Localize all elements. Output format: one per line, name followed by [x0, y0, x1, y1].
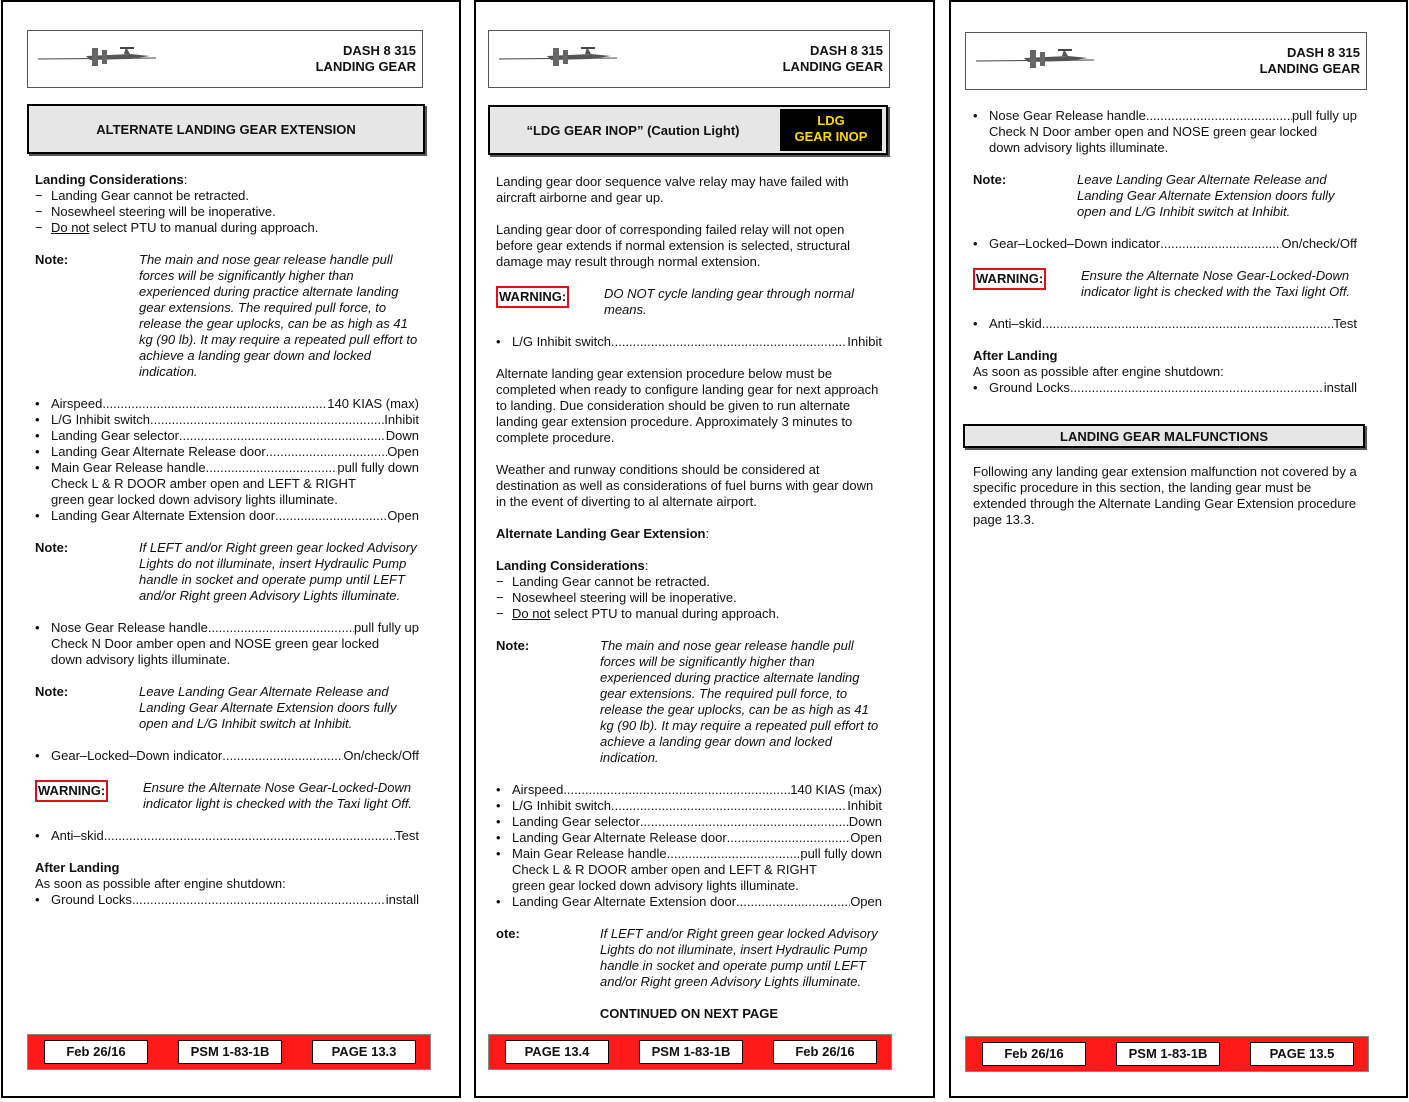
malfunctions-title: LANDING GEAR MALFUNCTIONS — [1060, 429, 1268, 444]
step-nose-gear-release: • Nose Gear Release handle ..... pull fully up — [35, 620, 419, 636]
alt-ext-title: Alternate Landing Gear Extension — [496, 526, 706, 541]
note-pull-forces: Note: The main and nose gear release handle pull forces will be significantly higher than experienced during practice alternate landing gear extensions. The required pull force, to release the gear uplocks, can be as high as 41 kg (90 lb). It may require a repeated pull effort to achieve a landing gear down and locked indication. — [35, 252, 418, 379]
footer-doc-id: PSM 1-83-1B — [639, 1040, 743, 1064]
step-gear-selector: • Landing Gear selector ..... Down — [35, 428, 419, 444]
step-gear-locked-down: • Gear–Locked–Down indicator ..... On/check/Off — [35, 748, 419, 764]
main-gear-check: Check L & R DOOR amber open and LEFT & RIGHT — [51, 476, 356, 491]
footer-doc-id: PSM 1-83-1B — [178, 1040, 282, 1064]
note-hydraulic-pump: Note: If LEFT and/or Right green gear locked Advisory Lights do not illuminate, insert Hydraulic Pump handle in socket and operate pump until LEFT and/or Right green Advisory Lights illuminate. — [35, 540, 417, 603]
step-gear-selector: • Landing Gear selector ..... Down — [496, 814, 882, 830]
caution-light-annunciator: LDG GEAR INOP — [780, 109, 882, 151]
page-13-4 — [474, 0, 935, 1098]
header-aircraft: DASH 8 315 — [343, 43, 416, 58]
page-13-5 — [949, 0, 1408, 1098]
page-body — [973, 108, 1357, 396]
continued-on-next-page: CONTINUED ON NEXT PAGE — [599, 1006, 779, 1021]
after-landing-text: As soon as possible after engine shutdown: — [973, 364, 1224, 379]
header-section: LANDING GEAR — [1259, 61, 1360, 76]
after-landing-title: After Landing — [35, 860, 120, 875]
nose-gear-check: Check N Door amber open and NOSE green gear locked — [51, 636, 380, 651]
section-title: ALTERNATE LANDING GEAR EXTENSION — [96, 122, 356, 137]
page-header — [27, 30, 423, 88]
warning-label: WARNING: — [496, 286, 569, 308]
footer-date: Feb 26/16 — [773, 1040, 877, 1064]
warning-cycle-gear: WARNING: DO NOT cycle landing gear through normal means. — [496, 286, 882, 318]
main-gear-check: green gear locked down advisory lights illuminate. — [512, 878, 799, 893]
step-airspeed: • Airspeed ..... 140 KIAS (max) — [496, 782, 882, 798]
after-landing-title: After Landing — [973, 348, 1058, 363]
header-section: LANDING GEAR — [315, 59, 416, 74]
warning-nose-gear: WARNING: Ensure the Alternate Nose Gear-Locked-Down indicator light is checked with the Taxi light Off. — [35, 780, 419, 812]
landing-considerations-title: Landing Considerations — [496, 558, 645, 573]
page-footer — [488, 1034, 892, 1070]
step-anti-skid: • Anti–skid ..... Test — [973, 316, 1357, 332]
consideration-item: − Nosewheel steering will be inoperative. — [35, 204, 419, 220]
main-gear-check: green gear locked down advisory lights illuminate. — [51, 492, 338, 507]
paragraph: Alternate landing gear extension procedure below must be completed when ready to configure landing gear for next approach to landing. Due consideration should be given to run alternate landing gear extension procedure. Approximately 3 minutes to complete procedure. — [496, 366, 879, 445]
step-alt-release-door: • Landing Gear Alternate Release door ..... Open — [35, 444, 419, 460]
footer-doc-id: PSM 1-83-1B — [1116, 1042, 1220, 1066]
page-13-3 — [1, 0, 461, 1098]
step-lg-inhibit: • L/G Inhibit switch ..... Inhibit — [35, 412, 419, 428]
step-nose-gear-release: • Nose Gear Release handle ..... pull fully up — [973, 108, 1357, 124]
step-main-gear-release: • Main Gear Release handle ..... pull fully down — [496, 846, 882, 862]
note-hydraulic-pump: ote: If LEFT and/or Right green gear locked Advisory Lights do not illuminate, insert Hydraulic Pump handle in socket and operate pump until LEFT and/or Right green Advisory Lights illuminate. — [496, 926, 878, 989]
footer-date: Feb 26/16 — [982, 1042, 1086, 1066]
step-gear-locked-down: • Gear–Locked–Down indicator ..... On/check/Off — [973, 236, 1357, 252]
page-body: Landing Considerations: − Landing Gear cannot be retracted. − Nosewheel steering will be inoperative. − Do not select PTU to manual during approach. Note: The main and nose gear release handle pull forces will be significantly higher than experienced during practice alternate landing gear extensions. The required pull force, to release the gear uplocks, can be as high as 41 kg (90 lb). It may require a repeated pull effort to achieve a landing gear down and locked indication. • Airspeed ..... 140 KIAS (max) • L/G Inhibit switch ..... Inhibit • Landing Gear selector ..... Down • Landing Gear Alternate Release door ..... Open • Main Gear Release handle ..... pull fully down Check L & R DOOR amber open and LEFT & RIGHT green gear locked down advisory lights illuminate. • Landing Gear Alternate Extension door ..... Open Note: If LEFT and/or Right green gear locked Advisory Lights do not illuminate, insert Hydraulic Pump handle in socket and operate pump until LEFT and/or Right green Advisory Lights illuminate. • Nose Gear Release handle ..... pull fully up Check N Door amber open and NOSE green gear locked down advisory lights illuminate. Note: Leave Landing Gear Alternate Release and Landing Gear Alternate Extension doors fully open and L/G Inhibit switch at Inhibit. • Gear–Locked–Down indicator ..... On/check/Off WARNING: Ensure the Alternate Nose Gear-Locked-Down indicator light is checked with the Taxi light Off. • Anti–skid ..... Test After Landing As soon as possible after engine shutdown: • Ground Locks ..... install — [35, 172, 419, 908]
step-lg-inhibit: • L/G Inhibit switch ..... Inhibit — [496, 798, 882, 814]
malfunctions-title-box — [963, 424, 1365, 448]
footer-page-number: PAGE 13.5 — [1250, 1042, 1354, 1066]
malfunctions-body — [973, 464, 1357, 544]
warning-label: WARNING: — [973, 268, 1046, 290]
section-title: “LDG GEAR INOP” (Caution Light) — [526, 123, 740, 138]
header-aircraft: DASH 8 315 — [810, 43, 883, 58]
footer-date: Feb 26/16 — [44, 1040, 148, 1064]
header-section: LANDING GEAR — [782, 59, 883, 74]
consideration-item: − Do not select PTU to manual during approach. — [35, 220, 419, 236]
page-header — [965, 32, 1367, 90]
note-leave-doors-open: Note: Leave Landing Gear Alternate Release and Landing Gear Alternate Extension doors fully open and L/G Inhibit switch at Inhibit. — [35, 684, 397, 731]
warning-label: WARNING: — [35, 780, 108, 802]
page-footer — [27, 1034, 431, 1070]
step-alt-ext-door: • Landing Gear Alternate Extension door ..... Open — [35, 508, 419, 524]
paragraph: Landing gear door of corresponding failed relay will not open before gear extends if normal extension is selected, structural damage may result through normal extension. — [496, 222, 851, 269]
section-title-box — [27, 104, 425, 154]
aircraft-icon — [499, 45, 619, 73]
step-alt-ext-door: • Landing Gear Alternate Extension door ..... Open — [496, 894, 882, 910]
after-landing-text: As soon as possible after engine shutdown: — [35, 876, 286, 891]
warning-nose-gear: WARNING: Ensure the Alternate Nose Gear-Locked-Down indicator light is checked with the Taxi light Off. — [973, 268, 1357, 300]
nose-gear-check: down advisory lights illuminate. — [989, 140, 1169, 155]
nose-gear-check: down advisory lights illuminate. — [51, 652, 231, 667]
aircraft-icon — [976, 47, 1096, 75]
main-gear-check: Check L & R DOOR amber open and LEFT & RIGHT — [512, 862, 817, 877]
nose-gear-check: Check N Door amber open and NOSE green gear locked — [989, 124, 1318, 139]
aircraft-icon — [38, 45, 158, 73]
step-anti-skid: • Anti–skid ..... Test — [35, 828, 419, 844]
landing-considerations-title: Landing Considerations — [35, 172, 184, 187]
footer-page-number: PAGE 13.3 — [312, 1040, 416, 1064]
header-aircraft: DASH 8 315 — [1287, 45, 1360, 60]
consideration-item: − Landing Gear cannot be retracted. — [496, 574, 882, 590]
paragraph: Following any landing gear extension malfunction not covered by a specific procedure in this section, the landing gear must be extended through the Alternate Landing Gear Extension procedure page 13.3. — [973, 464, 1357, 527]
page-header — [488, 30, 890, 88]
step-lg-inhibit: • L/G Inhibit switch ..... Inhibit — [496, 334, 882, 350]
step-airspeed: • Airspeed ..... 140 KIAS (max) — [35, 396, 419, 412]
step-alt-release-door: • Landing Gear Alternate Release door ..... Open — [496, 830, 882, 846]
step-ground-locks: • Ground Locks ..... install — [973, 380, 1357, 396]
paragraph: Weather and runway conditions should be considered at destination as well as considerations of fuel burns with gear down in the event of diverting to al alternate airport. — [496, 462, 874, 509]
section-title-box — [488, 105, 888, 155]
footer-page-number: PAGE 13.4 — [505, 1040, 609, 1064]
note-pull-forces: Note: The main and nose gear release handle pull forces will be significantly higher than experienced during practice alternate landing gear extensions. The required pull force, to release the gear uplocks, can be as high as 41 kg (90 lb). It may require a repeated pull effort to achieve a landing gear down and locked indication. — [496, 638, 879, 765]
step-main-gear-release: • Main Gear Release handle ..... pull fully down — [35, 460, 419, 476]
consideration-item: − Do not select PTU to manual during approach. — [496, 606, 882, 622]
page-body: Landing gear door sequence valve relay may have failed with aircraft airborne and gear up. Landing gear door of corresponding failed relay will not open before gear extends if normal extension is selected, structural damage may result through normal extension. WARNING: DO NOT cycle landing gear through normal means. • L/G Inhibit switch ..... Inhibit Alternate landing gear extension procedure below must be completed when ready to configure landing gear for next approach to landing. Due consideration should be given to run alternate landing gear extension procedure. Approximately 3 minutes to complete procedure. Weather and runway conditions should be considered at destination as well as considerations of fuel burns with gear down in the event of diverting to al alternate airport. Alternate Landing Gear Extension: Landing Considerations: − Landing Gear cannot be retracted. − Nosewheel steering will be inoperative. − Do not select PTU to manual during approach. Note: The main and nose gear release handle pull forces will be significantly higher than experienced during practice alternate landing gear extensions. The required pull force, to release the gear uplocks, can be as high as 41 kg (90 lb). It may require a repeated pull effort to achieve a landing gear down and locked indication. • Airspeed ..... 140 KIAS (max) • L/G Inhibit switch ..... Inhibit • Landing Gear selector ..... Down • Landing Gear Alternate Release door ..... Open • Main Gear Release handle ..... pull fully down Check L & R DOOR amber open and LEFT & RIGHT green gear locked down advisory lights illuminate. • Landing Gear Alternate Extension door ..... Open ote: If LEFT and/or Right green gear locked Advisory Lights do not illuminate, insert Hydraulic Pump handle in socket and operate pump until LEFT and/or Right green Advisory Lights illuminate. CONTINUED ON NEXT PAGE — [496, 174, 882, 1022]
step-ground-locks: • Ground Locks ..... install — [35, 892, 419, 908]
paragraph: Landing gear door sequence valve relay may have failed with aircraft airborne and gear up. — [496, 174, 849, 205]
consideration-item: − Landing Gear cannot be retracted. — [35, 188, 419, 204]
page-footer — [965, 1036, 1369, 1072]
note-leave-doors-open: Note: Leave Landing Gear Alternate Release and Landing Gear Alternate Extension doors fully open and L/G Inhibit switch at Inhibit. — [973, 172, 1335, 219]
consideration-item: − Nosewheel steering will be inoperative. — [496, 590, 882, 606]
